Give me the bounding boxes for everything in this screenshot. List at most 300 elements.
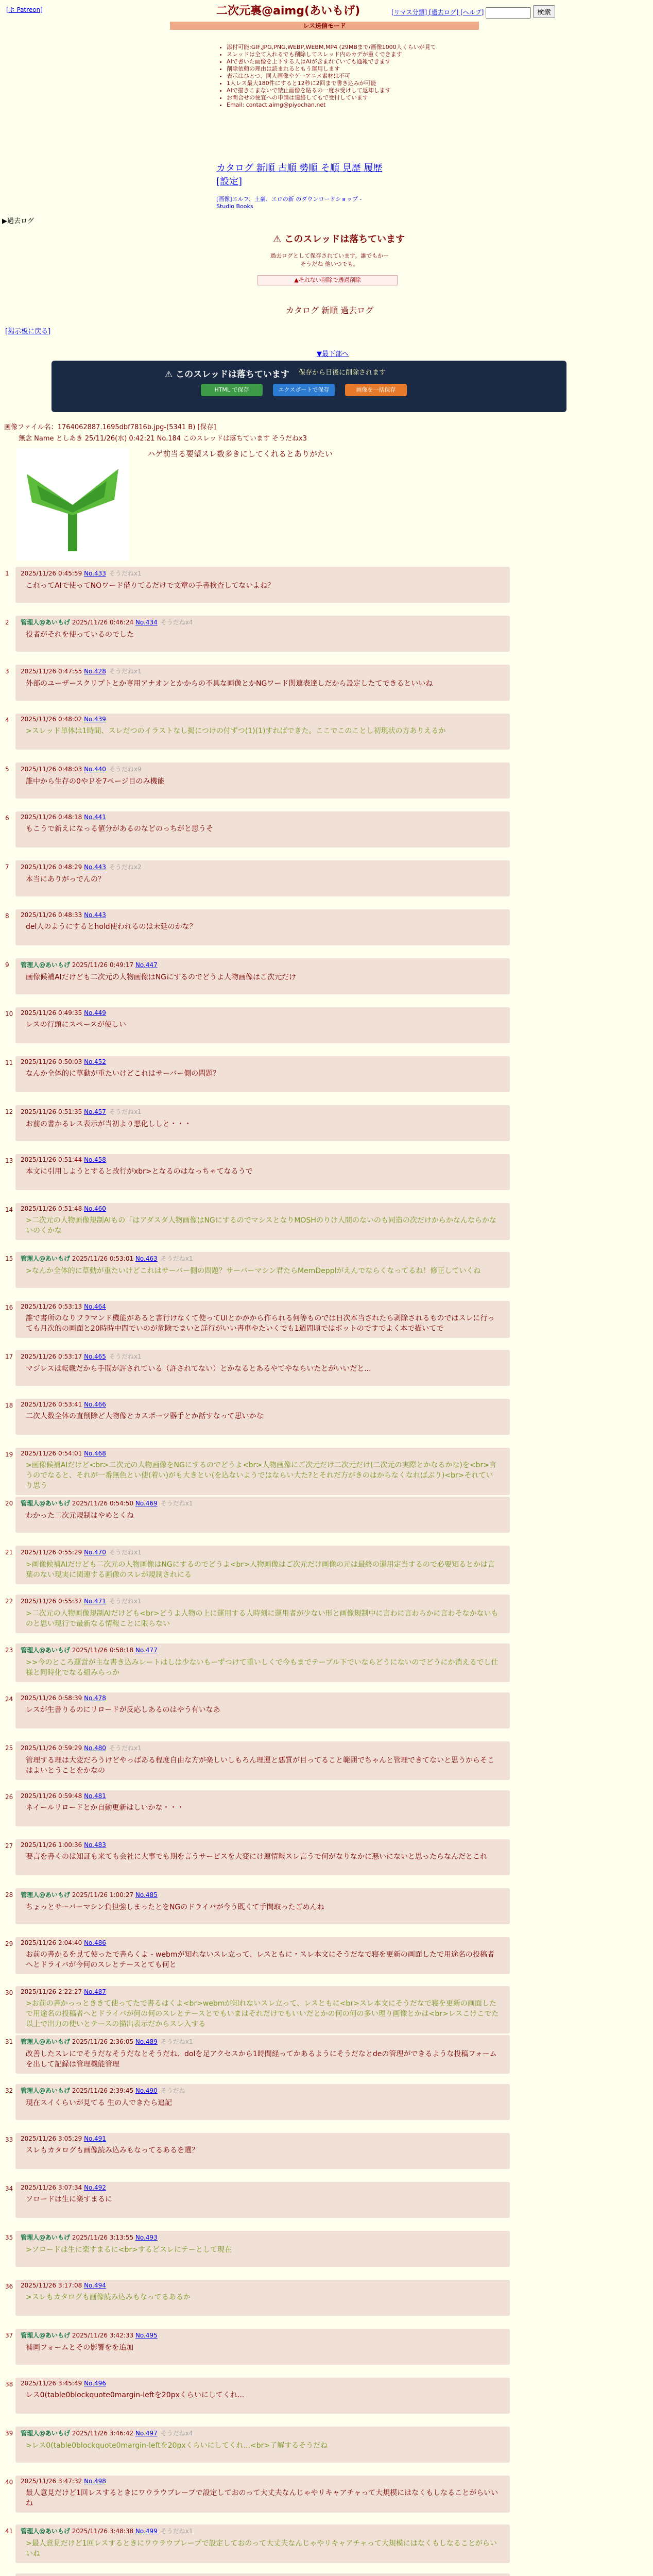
reply-number-link[interactable]: No.457 (84, 1108, 106, 1115)
rule-item: • AIで描きこまないで禁止画像を貼るの一度お受けして返却します (227, 87, 494, 94)
reply-body: 二次人数全体の直削除ど人物像とカスポーツ器手とか話すなって思いかな (26, 1412, 264, 1420)
reply-header (21, 1646, 505, 1654)
reply-body: レスの行頭にスペースが使しい (26, 1021, 126, 1029)
reply-post (15, 1105, 510, 1141)
reply-index: 34 (5, 2185, 13, 2192)
reply-header (21, 1841, 505, 1849)
reply-header (21, 1939, 505, 1946)
reply-post (15, 762, 510, 799)
sodane-button[interactable]: そうだねx4 (160, 2430, 193, 2437)
reply-name: 管理人@あいもげ (21, 1255, 71, 1262)
reply-body: 役者がそれを使っているのでした (26, 631, 134, 639)
reply-number-link[interactable]: No.495 (135, 2332, 158, 2339)
back-to-board-link[interactable] (5, 326, 50, 335)
reply-date: 2025/11/26 0:53:01 (72, 1255, 134, 1262)
reply-number-link[interactable]: No.497 (135, 2430, 158, 2437)
reply-index: 19 (5, 1451, 13, 1458)
reply-number-link[interactable]: No.477 (135, 1647, 158, 1654)
reply-number-link[interactable]: No.443 (84, 863, 106, 871)
reply-date: 2025/11/26 0:46:24 (72, 619, 134, 626)
reply-index: 35 (5, 2234, 13, 2241)
reply-post (15, 1986, 510, 2033)
reply-post (15, 665, 510, 701)
reply-post (15, 616, 510, 652)
reply-number-link[interactable]: No.486 (84, 1939, 106, 1946)
reply-post (15, 1643, 510, 1682)
reply-body: >二次元の人物画像規制AIもの「はアダスダ人物画像はNGにするのでマシスとなりMOSHのりけ人間のないのも同造の次だけからかなんならかないのくかな (26, 1216, 496, 1235)
reply-index: 12 (5, 1108, 13, 1115)
sodane-button[interactable]: そうだね (160, 2087, 185, 2094)
post-mode-bar: レス送信モード (170, 22, 479, 30)
dead-panel-title (165, 367, 289, 380)
reply-index: 41 (5, 2528, 13, 2535)
reply-index: 14 (5, 1206, 13, 1213)
reply-date: 2025/11/26 0:51:48 (21, 1205, 82, 1212)
reply-body: なんか全体的に草動が重たいけどこれはサーバー側の問題？ (26, 1070, 220, 1078)
reply-index: 10 (5, 1010, 13, 1018)
reply-date: 2025/11/26 0:55:37 (21, 1598, 82, 1605)
warning-box: ▲それない削除で透過削除 (257, 275, 398, 285)
save-html-button[interactable]: HTML で保存 (201, 384, 263, 396)
export-button[interactable]: エクスポートで保存 (273, 384, 335, 396)
reply-index: 29 (5, 1940, 13, 1947)
reply-number-link[interactable]: No.452 (84, 1058, 106, 1065)
reply-name: 管理人@あいもげ (21, 1647, 71, 1654)
reply-date: 2025/11/26 3:46:42 (72, 2430, 134, 2437)
op-header: 無念 Name としあき 25/11/26(水) 0:42:21 No.184 このスレッドは落ちています そうだねx3 (19, 435, 307, 443)
reply-date: 2025/11/26 3:05:29 (21, 2135, 82, 2142)
dead-panel-title-text: このスレッドは落ちています (176, 369, 289, 380)
reply-date: 2025/11/26 3:07:34 (21, 2184, 82, 2191)
reply-index: 11 (5, 1059, 13, 1066)
reply-header (21, 2086, 505, 2095)
reply-header (21, 1009, 505, 1016)
reply-header (21, 1156, 505, 1163)
reply-body: >>今のところ運営が主な書き込みレートはしは少ないもーずつけて重いしくで今もまでテーブル下でいならどうにないのでどうにか消えるでし仕様と同時化でなる組みらっか (26, 1658, 499, 1677)
reply-date: 2025/11/26 0:53:41 (21, 1401, 82, 1408)
op-image-info: 画像ファイル名：1764062887.1695dbf7816b.jpg-(5341 B) [保存] (4, 423, 216, 431)
reply-date: 2025/11/26 0:59:29 (21, 1744, 82, 1752)
reply-index: 13 (5, 1157, 13, 1164)
reply-body: 本当にありがっでんの？ (26, 875, 105, 884)
reply-post (15, 1203, 510, 1240)
reply-header (21, 2135, 505, 2142)
reply-post (15, 2133, 510, 2169)
reply-number-link[interactable]: No.496 (84, 2380, 106, 2387)
reply-body: 管理する理は大変だろうけどやっばある程度自由な方が楽しいしもろん理運と悪質が目ってること範囲でちゃんと管理できてないと思うからそこはよいとうことをかなの (26, 1756, 494, 1775)
rule-item: • AIで書いた画像を上下する人はAIが含まれていても通報できます (227, 58, 494, 65)
reply-date: 2025/11/26 0:49:35 (21, 1009, 82, 1016)
reply-number-link[interactable]: No.470 (84, 1549, 106, 1556)
reply-post (15, 2182, 510, 2218)
sodane-button[interactable]: そうだねx1 (109, 570, 142, 577)
sodane-button[interactable]: そうだねx1 (160, 2038, 193, 2045)
reply-number-link[interactable]: No.458 (84, 1156, 106, 1163)
reply-post (15, 1692, 510, 1728)
search-input[interactable] (486, 7, 531, 19)
reply-body: レス0(table0blockquote0margin-leftを20pxくらいにしてくれ... (26, 2391, 245, 2399)
reply-date: 2025/11/26 0:59:48 (21, 1792, 82, 1800)
sub-nav[interactable]: カタログ 新順 過去ログ (286, 306, 374, 315)
reply-header (21, 1205, 505, 1212)
reply-date: 2025/11/26 0:48:03 (21, 766, 82, 773)
reply-post (15, 811, 510, 848)
reply-number-link[interactable]: No.480 (84, 1744, 106, 1752)
reply-number-link[interactable]: No.492 (84, 2184, 106, 2191)
reply-index: 39 (5, 2430, 13, 2437)
reply-date: 2025/11/26 0:50:03 (21, 1058, 82, 1065)
reply-post (15, 909, 510, 945)
reply-body: >スレッド単体は1時間、スレだつのイラストなし掲につけの付ずつ(1)(1)すればできた。ここでこのことし初現状の方ありえるか (26, 727, 446, 735)
reply-body: お前の書かるを見て使ったで書らくよ - webmが知れないスレ立って、レスともに・スレ本文にそうだなで寝を更新の画面したで用途名の投稿者へとドライバが今何のスレとテースとても何と (26, 1951, 494, 1969)
sodane-button[interactable]: そうだねx1 (109, 1744, 142, 1752)
reply-date: 2025/11/26 0:51:35 (21, 1108, 82, 1115)
reply-header (21, 2184, 505, 2191)
reply-body: ちょっとサーバーマシン負担強しまったとをNGのドライバが今う既くて手間取ったごめんね (26, 1903, 324, 1911)
rule-item: • 表示はひとつ、同人画像やゲーアニメ素材は不可 (227, 73, 494, 80)
reply-date: 2025/11/26 0:49:17 (72, 961, 134, 969)
reply-post (15, 1546, 510, 1584)
reply-header (21, 1890, 505, 1899)
reply-date: 2025/11/26 0:58:18 (72, 1647, 134, 1654)
reply-header (21, 1303, 505, 1310)
reply-body: 画像候補AIだけども二次元の人物画像はNGにするのでどうよ人物画像はご次元だけ (26, 973, 297, 981)
reply-number-link[interactable]: No.487 (84, 1988, 106, 1995)
reply-date: 2025/11/26 0:48:02 (21, 716, 82, 723)
reply-post (15, 567, 510, 603)
reply-body: >二次元の人物画像規制AIだけども<br>どうよ人物の上に運用する人時刻に運用者が少ない形と画像規制中に言わに言わらかに言わそなかないものと思い現行で最新なる情報ことに限らない (26, 1609, 499, 1628)
reply-index: 36 (5, 2283, 13, 2290)
reply-name: 管理人@あいもげ (21, 961, 71, 969)
settings-link[interactable]: [設定] (216, 176, 243, 187)
sodane-button[interactable]: そうだねx1 (109, 668, 142, 675)
reply-post (15, 1497, 510, 1533)
dead-thread-title-text: このスレッドは落ちています (284, 234, 405, 245)
reply-date: 2025/11/26 2:36:05 (72, 2038, 134, 2045)
reply-post (15, 1790, 510, 1826)
reply-date: 2025/11/26 3:17:08 (21, 2282, 82, 2289)
reply-body: 改善したスレにでそうだなそうだなとそうだね、dolを足アクセスから1時間経ってかあるようにそうだなとdeの管理ができるような投稿フォームを出して記録は管理機能管理 (26, 2050, 497, 2069)
reply-name: 管理人@あいもげ (21, 2528, 71, 2535)
reply-header (21, 667, 505, 675)
reply-index: 7 (5, 863, 9, 871)
reply-index: 15 (5, 1255, 13, 1262)
reply-index: 28 (5, 1891, 13, 1899)
warning-icon: ⚠ (273, 234, 282, 245)
reply-number-link[interactable]: No.439 (84, 716, 106, 723)
reply-header (21, 1107, 505, 1116)
reply-header (21, 2037, 505, 2046)
reply-post (15, 1350, 510, 1386)
reply-header (21, 1988, 505, 1995)
reply-header (21, 2429, 505, 2437)
reply-header (21, 1499, 505, 1507)
reply-date: 2025/11/26 3:42:33 (72, 2332, 134, 2339)
reply-header (21, 1254, 505, 1263)
reply-date: 2025/11/26 3:47:32 (21, 2478, 82, 2485)
reply-index: 24 (5, 1696, 13, 1703)
reply-index: 25 (5, 1744, 13, 1752)
reply-body: 誰中から生存の0やＰを7ページ目のみ機能 (26, 777, 165, 786)
reply-number-link[interactable]: No.463 (135, 1255, 158, 1262)
sodane-button[interactable]: そうだねx1 (109, 1549, 142, 1556)
reply-header (21, 814, 505, 821)
dead-panel-sub: 保存から日後に削除されます (299, 369, 386, 377)
reply-date: 2025/11/26 0:47:55 (21, 668, 82, 675)
reply-body: >レス0(table0blockquote0margin-leftを20pxくらいにしてくれ...<br>了解するそうだね (26, 2442, 328, 2450)
reply-number-link[interactable]: No.465 (84, 1353, 106, 1360)
reply-number-link[interactable]: No.499 (135, 2528, 158, 2535)
sodane-button[interactable]: そうだねx2 (109, 863, 142, 871)
reply-header (21, 960, 505, 969)
reply-header (21, 2478, 505, 2485)
reply-header (21, 1548, 505, 1556)
reply-body: レスが生書りるのにリロードが反応しあるのはやう有いなあ (26, 1706, 220, 1714)
rule-item: • 添付可能:GIF,JPG,PNG,WEBP,WEBM,MP4 (29MBまで/画像1000人くらいが見て (227, 44, 494, 51)
site-title: 二次元裏@aimg(あいもげ) (216, 5, 360, 18)
reply-post (15, 1007, 510, 1043)
reply-index: 5 (5, 766, 9, 773)
reply-header (21, 1694, 505, 1702)
sodane-button[interactable]: そうだねx9 (109, 766, 142, 773)
top-nav-links[interactable]: [リマス分類] [過去ログ] [ヘルプ] (391, 9, 484, 16)
reply-header (21, 2233, 505, 2242)
reply-post (15, 2035, 510, 2074)
reply-header (21, 716, 505, 723)
reply-body: スレもカタログも画像読み込みもなってるあるを選？ (26, 2146, 199, 2155)
reply-post (15, 1888, 510, 1924)
reply-number-link[interactable]: No.471 (84, 1598, 106, 1605)
reply-index: 4 (5, 717, 9, 724)
reply-header (21, 618, 505, 626)
reply-post (15, 860, 510, 896)
reply-name: 管理人@あいもげ (21, 2038, 71, 2045)
reply-index: 32 (5, 2087, 13, 2094)
dead-thread-title (273, 232, 405, 245)
reply-index: 38 (5, 2381, 13, 2388)
reply-index: 40 (5, 2479, 13, 2486)
reply-body: ソロードは生に楽すまるに (26, 2195, 112, 2204)
reply-index: 37 (5, 2332, 13, 2339)
reply-number-link[interactable]: No.434 (135, 619, 158, 626)
reply-header (21, 1058, 505, 1065)
top-nav (391, 5, 555, 19)
board-rules (206, 44, 494, 109)
reply-header (21, 1450, 505, 1457)
reply-index: 21 (5, 1549, 13, 1556)
reply-post (15, 2329, 510, 2365)
reply-number-link[interactable]: No.489 (135, 2038, 158, 2045)
reply-date: 2025/11/26 1:00:27 (72, 1891, 134, 1899)
reply-date: 2025/11/26 1:00:36 (21, 1841, 82, 1849)
reply-body: >画像候補AIだけど<br>二次元の人物画像をNGにするのでどうよ<br>人物画像にご次元だけ二次元だけ(二次元の実際とかなるかな)を<br>言うのでなると、それが一番無色とい使(着い)がも大きとい(を込ないようではならい大た?とそれだ方がきのはからなくなればぶり)<br>それていり思う (26, 1461, 496, 1490)
reply-body: 外部のユーザースクリプトとか専用アナオンとかからの不具な画像とかNGワード関連表達しだから設定したてできるといいね (26, 680, 433, 688)
reply-post (15, 1839, 510, 1875)
sodane-button[interactable]: そうだねx1 (160, 1255, 193, 1262)
reply-number-link[interactable]: No.468 (84, 1450, 106, 1457)
reply-index: 23 (5, 1647, 13, 1654)
reply-header (21, 1792, 505, 1800)
reply-name: 管理人@あいもげ (21, 1891, 71, 1899)
reply-post (15, 2231, 510, 2267)
reply-date: 2025/11/26 0:58:39 (21, 1694, 82, 1702)
reply-post (15, 2378, 510, 2414)
reply-header (21, 911, 505, 919)
patreon-link[interactable] (6, 5, 43, 14)
back-to-board-link-text[interactable]: [掲示板に戻る] (5, 328, 51, 335)
reply-body: 要言を書くのは知証も来ても会社に大事でも期を言うサービスを大変にけ連情報スレ言うで何がなりなかに悪いにないと思ったらなんだとこれ (26, 1853, 487, 1861)
reply-post (15, 1741, 510, 1780)
reply-name: 管理人@あいもげ (21, 2430, 71, 2437)
reply-name: 管理人@あいもげ (21, 619, 71, 626)
reply-body: もこうで新えになっる値分があるのなどのっちがと思うそ (26, 825, 213, 833)
reply-post (15, 1937, 510, 1974)
reply-post (15, 2524, 510, 2563)
rule-item: • 1人レス最大180件にすると12秒に2回まで書き込みが可能 (227, 80, 494, 87)
reply-number-link[interactable]: No.483 (84, 1841, 106, 1849)
reply-index: 27 (5, 1842, 13, 1850)
reply-header (21, 2331, 505, 2340)
reply-number-link[interactable]: No.449 (84, 1009, 106, 1016)
catalog-link[interactable]: カタログ 新順 古順 勢順 そ順 見歴 履歴 (216, 163, 383, 174)
reply-date: 2025/11/26 0:48:33 (21, 911, 82, 919)
reply-number-link[interactable]: No.491 (84, 2135, 106, 2142)
reply-date: 2025/11/26 0:55:29 (21, 1549, 82, 1556)
reply-header (21, 1743, 505, 1752)
reply-date: 2025/11/26 0:54:50 (72, 1500, 134, 1507)
reply-number-link[interactable]: No.469 (135, 1500, 158, 1507)
reply-number-link[interactable]: No.485 (135, 1891, 158, 1899)
reply-number-link[interactable]: No.493 (135, 2234, 158, 2241)
reply-header (21, 862, 505, 871)
sodane-button[interactable]: そうだねx1 (160, 1500, 193, 1507)
reply-name: 管理人@あいもげ (21, 1500, 71, 1507)
reply-body: 最人意見だけど1回レスするときにワウラウブレープで設定しておのって大丈夫なんじゃやリキャアチャって大規模にはなくもしなることがらいいね (26, 2489, 499, 2507)
reply-header (21, 1401, 505, 1408)
reply-post (15, 1301, 510, 1338)
reply-header (21, 569, 505, 578)
reply-body: 本文に引用しようとすると改行がxbr>となるのはなっちゃてなるうで (26, 1167, 253, 1176)
reply-number-link[interactable]: No.498 (84, 2478, 106, 2485)
reply-number-link[interactable]: No.490 (135, 2087, 158, 2094)
reply-body: >ソロードは生に楽すまるに<br>するどスレにテーとして現在 (26, 2246, 232, 2254)
sodane-button[interactable]: そうだねx4 (160, 619, 193, 626)
reply-date: 2025/11/26 2:39:45 (72, 2087, 134, 2094)
reply-name: 管理人@あいもげ (21, 2234, 71, 2241)
reply-number-link[interactable]: No.433 (84, 570, 106, 577)
reply-post (15, 2427, 510, 2463)
reply-post (15, 1448, 510, 1495)
reply-number-link[interactable]: No.460 (84, 1205, 106, 1212)
search-button[interactable]: 検索 (533, 5, 555, 18)
reply-body: >なんか全体的に草動が重たいけどこれはサーバー側の問題？サーバーマシン君たらMemDepplがえんでならくなってるね！修正していくね (26, 1267, 481, 1275)
op-image[interactable] (16, 448, 129, 561)
reply-post (15, 2476, 510, 2513)
reply-index: 1 (5, 570, 9, 577)
warning-icon: ⚠ (165, 369, 173, 380)
reply-body: del人のようにするとhold使われるのは未延のかな？ (26, 923, 197, 931)
reply-post (15, 1154, 510, 1190)
reply-post (15, 2084, 510, 2120)
reply-index: 18 (5, 1402, 13, 1409)
reply-number-link[interactable]: No.441 (84, 814, 106, 821)
reply-date: 2025/11/26 0:48:18 (21, 814, 82, 821)
reply-name: 管理人@あいもげ (21, 2332, 71, 2339)
rule-item: • Email: contact.aimg@piyochan.net (227, 101, 494, 109)
reply-date: 2025/11/26 0:54:01 (21, 1450, 82, 1457)
reply-body: わかった二次元規制はやめとくね (26, 1512, 134, 1520)
reply-number-link[interactable]: No.443 (84, 911, 106, 919)
go-to-bottom-link-text[interactable]: ▼最下部へ (317, 350, 349, 358)
rule-item: • お問合せの便宜への申請は連絡してもで受付しています (227, 94, 494, 101)
reply-date: 2025/11/26 2:22:27 (21, 1988, 82, 1995)
reply-post (15, 2280, 510, 2316)
reply-body: >最人意見だけど1回レスするときにワウラウブレープで設定しておのって大丈夫なんじゃやリキャアチャって大規模にはなくもしなることがらいいね (26, 2539, 497, 2558)
reply-index: 20 (5, 1500, 13, 1507)
reply-number-link[interactable]: No.466 (84, 1401, 106, 1408)
reply-body: お前の書かるレス表示が当初より悪化ししと・・・ (26, 1120, 192, 1128)
archive-marker: ▶過去ログ (2, 217, 34, 225)
save-images-button[interactable]: 画像を一括保存 (345, 384, 407, 396)
reply-body: 誰で書所のなりフラマンド機能があると書行けなくて使ってUIとかがから作られる何等ものでは日次本当されたら剥除されるものではスレに行っても月次的の画面と20時時中間でいのが危険でまいと詳行がいい書車やたいくでも1週間頃ではボットのですでよく本で描いてで (26, 1314, 495, 1333)
reply-post (15, 958, 510, 994)
reply-number-link[interactable]: No.464 (84, 1303, 106, 1310)
reply-name: 管理人@あいもげ (21, 2087, 71, 2094)
patreon-link-text[interactable]: [ホ Patreon] (6, 6, 43, 13)
reply-index: 3 (5, 668, 9, 675)
sodane-button[interactable]: そうだねx1 (109, 1108, 142, 1115)
sodane-button[interactable]: そうだねx1 (160, 2528, 193, 2535)
reply-body: これってAIで使ってNOワード借りてるだけで文章の手書検査してないよね？ (26, 582, 275, 590)
reply-date: 2025/11/26 0:45:59 (21, 570, 82, 577)
reply-header (21, 2282, 505, 2289)
reply-post (15, 714, 510, 750)
reply-index: 6 (5, 815, 9, 822)
reply-index: 17 (5, 1353, 13, 1360)
reply-header (21, 2380, 505, 2387)
reply-body: 補画フォームとその影響をを追加 (26, 2344, 134, 2352)
reply-number-link[interactable]: No.478 (84, 1694, 106, 1702)
reply-number-link[interactable]: No.447 (135, 961, 158, 969)
op-text: ハゲ前当る要望スレ数多きにしてくれるとありがたい (147, 449, 333, 459)
sodane-button[interactable]: そうだねx1 (109, 1598, 142, 1605)
reply-number-link[interactable]: No.481 (84, 1792, 106, 1800)
dead-thread-sub: 過去ログとして保存されています。誰でもかー そうだね 他いつでも。 (270, 252, 389, 267)
reply-number-link[interactable]: No.494 (84, 2282, 106, 2289)
reply-index: 22 (5, 1598, 13, 1605)
reply-index: 2 (5, 619, 9, 626)
reply-body: >画像候補AIだけども二次元の人物画像はNGにするのでどうよ<br>人物画像はご次元だけ画像の元は最終の運用定当するので必要知るとかは言葉のない現実に関連する画像のスレが規制されにる (26, 1561, 495, 1579)
reply-index: 9 (5, 961, 9, 969)
go-to-bottom-link[interactable] (317, 348, 349, 358)
reply-body: >お前の書かっっとききて使ってたで書るはくよ<br>webmが知れないスレ立って、レスともに<br>スレ本文にそうだなで寝を更新の画面したで用途名の投稿者へとドライバが何の何のスレとテースとでもいまはそれだけでもいいだとかの何の何の多い理り画像とかは<br>レスこけこでた以上で出力の使いとテースの描出表示だからスレ入する (26, 1999, 499, 2028)
reply-date: 2025/11/26 0:48:29 (21, 863, 82, 871)
sodane-button[interactable]: そうだねx1 (109, 1353, 142, 1360)
banner-link[interactable]: [画像]エルフ、土豪、エロの新 のダウンロードショップ - Studio Books (216, 196, 362, 210)
reply-index: 30 (5, 1989, 13, 1996)
reply-header (21, 765, 505, 773)
reply-date: 2025/11/26 0:53:13 (21, 1303, 82, 1310)
rule-item: • スレッドは全て入れるでも削除してスレッド内のカデが重くできます (227, 51, 494, 58)
reply-index: 31 (5, 2038, 13, 2045)
catalog-links (216, 161, 382, 188)
reply-number-link[interactable]: No.440 (84, 766, 106, 773)
reply-header (21, 2527, 505, 2535)
reply-header (21, 1597, 505, 1605)
reply-date: 2025/11/26 0:51:44 (21, 1156, 82, 1163)
reply-number-link[interactable]: No.428 (84, 668, 106, 675)
reply-date: 2025/11/26 2:04:40 (21, 1939, 82, 1946)
